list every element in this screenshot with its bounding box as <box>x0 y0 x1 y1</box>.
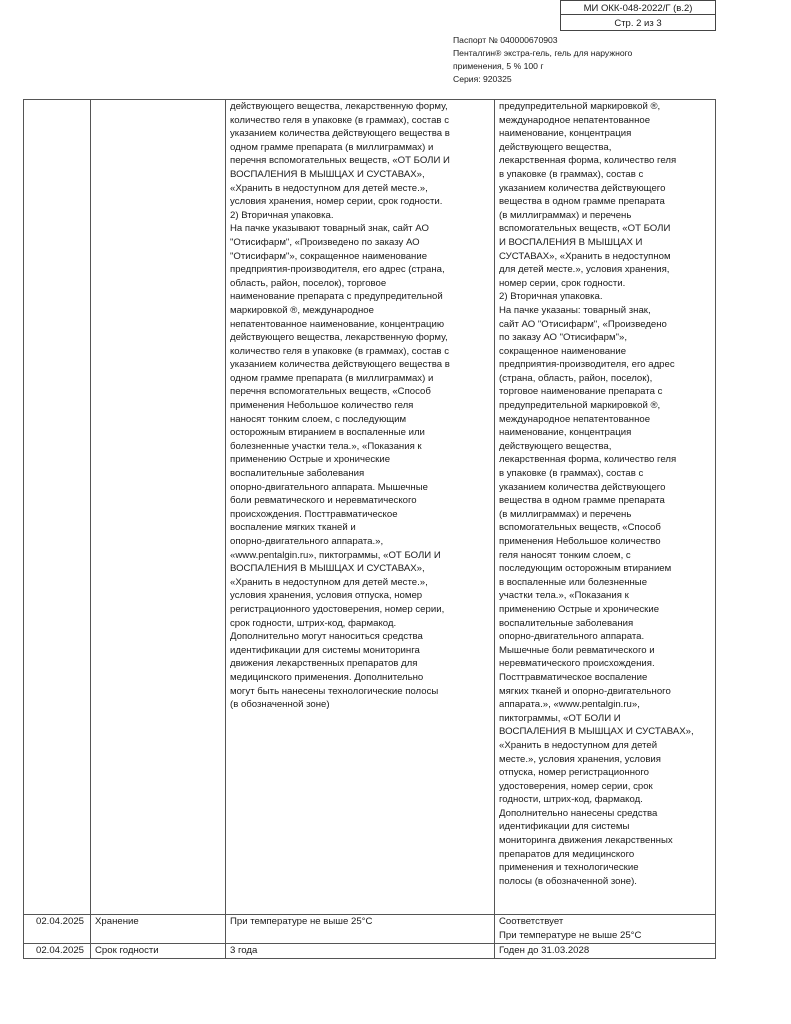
product-name-line1: Пенталгин® экстра-гель, гель для наружного <box>453 48 633 58</box>
parameter-cell <box>91 100 226 915</box>
product-name-line2: применения, 5 % 100 г <box>453 61 544 71</box>
date-cell: 02.04.2025 <box>24 915 91 944</box>
result-cell: предупредительной маркировкой ®, международное непатентованное наименование, концентрация действующего вещества, лекарственная форма, количество геля в упаковке (в граммах), состав с указанием количества действующего вещества в одном грамме препарата (в миллиграммах) и перечень вспомогательных веществ, «ОТ БОЛИ И ВОСПАЛЕНИЯ В МЫШЦАХ И СУСТАВАХ», «Хранить в недоступном для детей месте.», условия хранения, номер серии, срок годности. 2) Вторичная упаковка. На пачке указаны: товарный знак, сайт АО "Отисифарм", «Произведено по заказу АО "Отисифарм"», сокращенное наименование предприятия-производителя, его адрес (страна, область, район, поселок), торговое наименование препарата с предупредительной маркировкой ®, международное непатентованное наименование, концентрация действующего вещества, лекарственная форма, количество геля в упаковке (в граммах), состав с указанием количества действующего вещества в одном грамме препарата (в миллиграммах) и перечень вспомогательных веществ, «Способ применения Небольшое количество геля наносят тонким слоем, с последующим осторожным втиранием в воспаленные или болезненные участки тела.», «Показания к применению Острые и хронические воспалительные заболевания опорно-двигательного аппарата. Мышечные боли ревматического и неревматического происхождения. Посттравматическое воспаление мягких тканей и опорно-двигательного аппарата.», «www.pentalgin.ru», пиктограммы, «ОТ БОЛИ И ВОСПАЛЕНИЯ В МЫШЦАХ И СУСТАВАХ», «Хранить в недоступном для детей месте.», условия хранения, условия отпуска, номер регистрационного удостоверения, номер серии, срок годности, штрих-код, фармакод. Дополнительно нанесены средства идентификации для системы мониторинга движения лекарственных препаратов для медицинского применения и технологические полосы (в обозначенной зоне). <box>495 100 716 915</box>
parameter-cell: Хранение <box>91 915 226 944</box>
results-table <box>23 99 716 959</box>
table-row <box>24 100 716 915</box>
date-cell: 02.04.2025 <box>24 944 91 959</box>
table-row <box>24 944 716 959</box>
series-number: Серия: 920325 <box>453 74 512 84</box>
requirement-cell: действующего вещества, лекарственную форму, количество геля в упаковке (в граммах), состав с указанием количества действующего вещества в одном грамме препарата (в миллиграммах) и перечня вспомогательных веществ, «ОТ БОЛИ И ВОСПАЛЕНИЯ В МЫШЦАХ И СУСТАВАХ», «Хранить в недоступном для детей месте.», условия хранения, номер серии, срок годности. 2) Вторичная упаковка. На пачке указывают товарный знак, сайт АО "Отисифарм", «Произведено по заказу АО "Отисифарм"», сокращенное наименование предприятия-производителя, его адрес (страна, область, район, поселок), торговое наименование препарата с предупредительной маркировкой ®, международное непатентованное наименование, концентрацию действующего вещества, лекарственную форму, количество геля в упаковке (в граммах), состав с указанием количества действующего вещества в одном грамме препарата (в миллиграммах) и перечня вспомогательных веществ, «Способ применения Небольшое количество геля наносят тонким слоем, с последующим осторожным втиранием в воспаленные или болезненные участки тела.», «Показания к применению Острые и хронические воспалительные заболевания опорно-двигательного аппарата. Мышечные боли ревматического и неревматического происхождения. Посттравматическое воспаление мягких тканей и опорно-двигательного аппарата.», «www.pentalgin.ru», пиктограммы, «ОТ БОЛИ И ВОСПАЛЕНИЯ В МЫШЦАХ И СУСТАВАХ», «Хранить в недоступном для детей месте.», условия хранения, условия отпуска, номер регистрационного удостоверения, номер серии, срок годности, штрих-код, фармакод. Дополнительно могут наноситься средства идентификации для системы мониторинга движения лекарственных препаратов для медицинского применения. Дополнительно могут быть нанесены технологические полосы (в обозначенной зоне) <box>226 100 495 915</box>
document-code: МИ ОКК-048-2022/Г (в.2) <box>560 0 716 15</box>
requirement-cell: 3 года <box>226 944 495 959</box>
date-cell <box>24 100 91 915</box>
requirement-cell: При температуре не выше 25°С <box>226 915 495 944</box>
result-cell: Годен до 31.03.2028 <box>495 944 716 959</box>
passport-block <box>453 34 653 86</box>
result-cell: Соответствует При температуре не выше 25°С <box>495 915 716 944</box>
table-row <box>24 915 716 944</box>
parameter-cell: Срок годности <box>91 944 226 959</box>
page-number: Стр. 2 из 3 <box>560 14 716 31</box>
passport-number: Паспорт № 040000670903 <box>453 35 558 45</box>
